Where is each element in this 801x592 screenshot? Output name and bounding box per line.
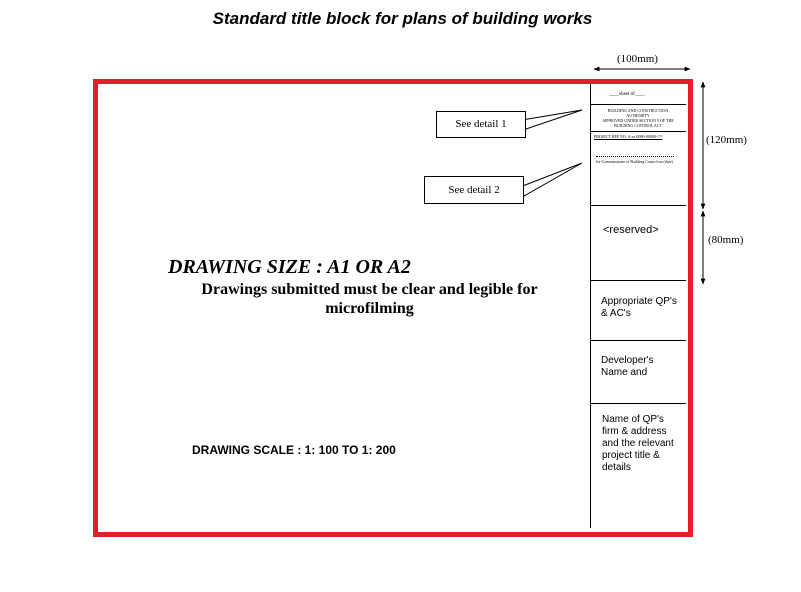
drawing-size-label: DRAWING SIZE : A1 OR A2: [168, 256, 411, 278]
developer-label: Developer's Name and: [601, 355, 654, 378]
reserved-label: <reserved>: [603, 224, 659, 236]
qp-ac-label: Appropriate QP's & AC's: [601, 296, 677, 319]
callout-detail-1: See detail 1: [436, 111, 526, 138]
authority-line-3: APPROVED UNDER SECTION 5 OF THE: [602, 118, 674, 123]
project-ref-label: PROJECT REF NO. A xx 0000-00000-???: [594, 134, 663, 139]
authority-line-1: BUILDING AND CONSTRUCTION: [607, 108, 669, 113]
width-dimension-label: (100mm): [617, 53, 658, 65]
drawing-scale-label: DRAWING SCALE : 1: 100 TO 1: 200: [192, 443, 396, 457]
callout-leader-2: [520, 163, 582, 196]
callout-leader-1: [522, 110, 582, 129]
page-title: Standard title block for plans of building works: [212, 9, 593, 28]
commissioner-label: for Commissioner of Building Control on (date): [596, 159, 673, 164]
callout-detail-2: See detail 2: [424, 176, 524, 204]
lower-height-dimension-label: (80mm): [708, 234, 744, 246]
authority-line-2: AUTHORITY: [626, 113, 650, 118]
upper-height-dimension-label: (120mm): [706, 134, 747, 146]
authority-line-4: BUILDING CONTROL ACT: [614, 123, 662, 128]
sheet-of-label: ____sheet of____: [609, 92, 645, 97]
legibility-note: Drawings submitted must be clear and legible for microfilming: [201, 281, 538, 317]
qp-firm-label: Name of QP's firm & address and the relevant project title & details: [602, 414, 674, 473]
